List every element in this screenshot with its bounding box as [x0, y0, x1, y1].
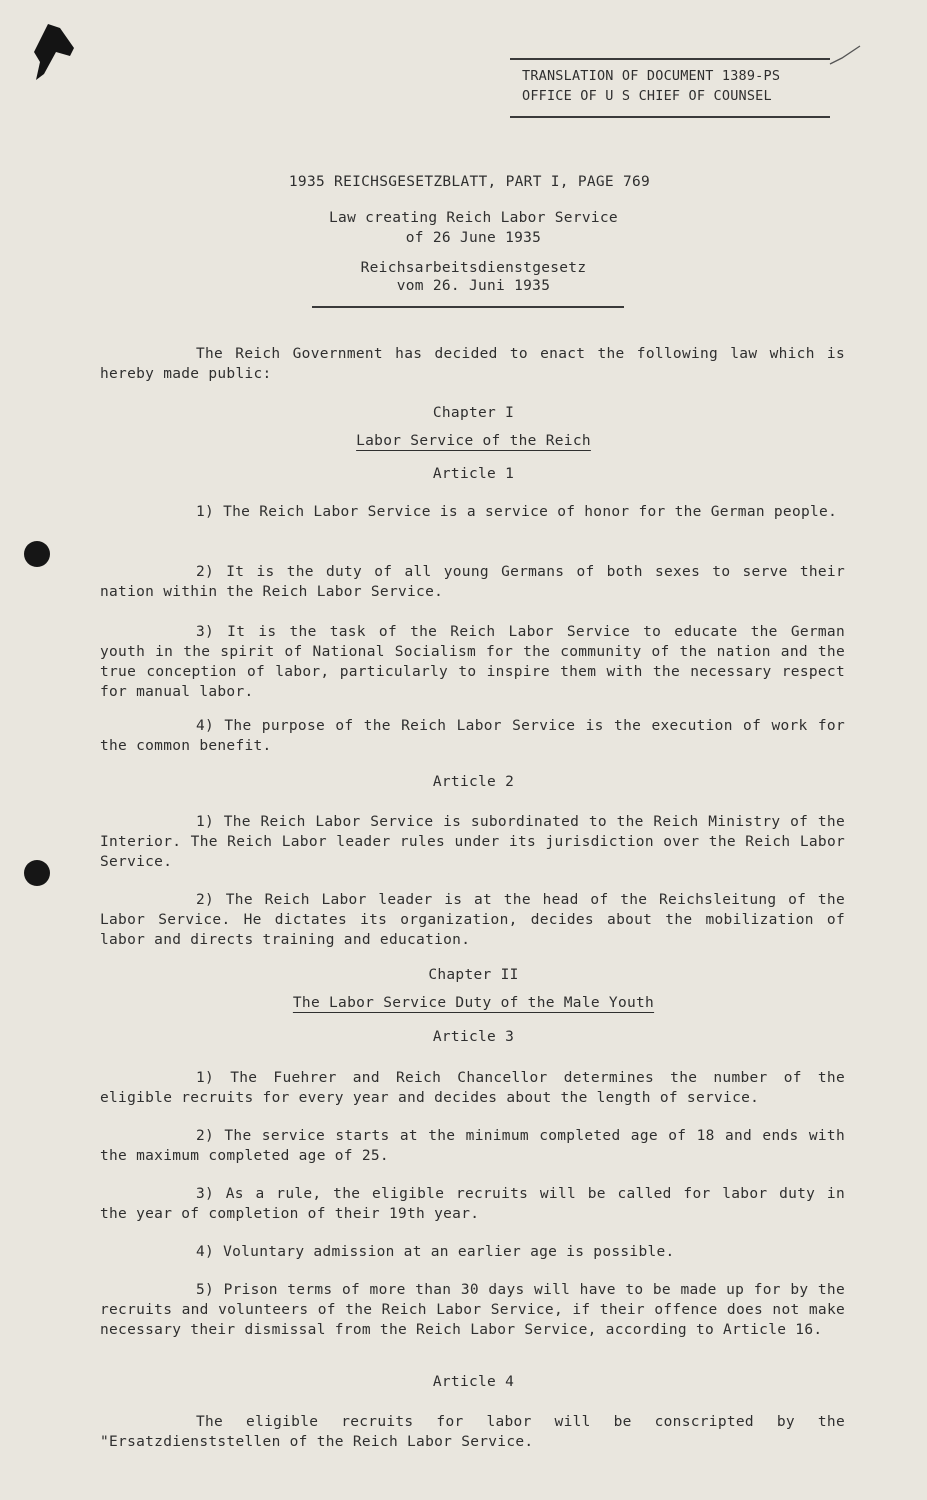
article-3-paragraph-1-text: 1) The Fuehrer and Reich Chancellor determines the number of the eligible recruits for every year and decides about the length of service. [100, 1070, 845, 1106]
title-separator [312, 306, 624, 308]
punch-hole-top [24, 541, 50, 567]
article-1-paragraph-3-text: 3) It is the task of the Reich Labor Service to educate the German youth in the spirit of National Socialism for the community of the nation and the true conception of labor, particularly to inspire them with the necessary respect for manual labor. [100, 624, 845, 700]
header-line-1: TRANSLATION OF DOCUMENT 1389-PS [522, 68, 781, 84]
article-1-paragraph-4-text: 4) The purpose of the Reich Labor Service is the execution of work for the common benefit. [100, 718, 845, 754]
article-1-paragraph-2 [100, 562, 845, 602]
header-line-2: OFFICE OF U S CHIEF OF COUNSEL [522, 88, 772, 104]
article-2-heading: Article 2 [432, 774, 515, 790]
chapter-1-heading: Chapter I [432, 405, 515, 421]
article-3-paragraph-5-text: 5) Prison terms of more than 30 days will have to be made up for by the recruits and volunteers of the Reich Labor Service, if their offence does not make necessary their dismissal from the Reich Labor Service, according to Article 16. [100, 1282, 845, 1338]
article-3-paragraph-3-text: 3) As a rule, the eligible recruits will be called for labor duty in the year of completion of their 19th year. [100, 1186, 845, 1222]
article-3-paragraph-3 [100, 1184, 845, 1224]
law-title-en-1: Law creating Reich Labor Service [329, 210, 618, 226]
check-mark-icon [828, 44, 862, 68]
preamble [100, 344, 845, 384]
law-title-de-1: Reichsarbeitsdienstgesetz [360, 260, 587, 276]
article-3-paragraph-2-text: 2) The service starts at the minimum completed age of 18 and ends with the maximum completed age of 25. [100, 1128, 845, 1164]
article-3-heading: Article 3 [432, 1029, 515, 1045]
chapter-1-title: Labor Service of the Reich [356, 433, 591, 449]
article-1-paragraph-4 [100, 716, 845, 756]
paper-clip-mark [30, 22, 76, 84]
article-2-paragraph-1 [100, 812, 845, 872]
header-top-rule [510, 58, 830, 60]
article-3-paragraph-4 [100, 1242, 845, 1262]
preamble-text: The Reich Government has decided to enact the following law which is hereby made public: [100, 346, 845, 382]
article-3-paragraph-1 [100, 1068, 845, 1108]
article-4-paragraph-1 [100, 1412, 845, 1452]
chapter-2-heading: Chapter II [428, 967, 519, 983]
article-2-paragraph-2 [100, 890, 845, 950]
source-citation: 1935 REICHSGESETZBLATT, PART I, PAGE 769 [288, 174, 651, 190]
article-2-paragraph-2-text: 2) The Reich Labor leader is at the head of the Reichsleitung of the Labor Service. He dictates its organization, decides about the mobilization of labor and directs training and education. [100, 892, 845, 948]
article-1-paragraph-3 [100, 622, 845, 702]
article-1-paragraph-1 [100, 502, 845, 522]
article-1-paragraph-2-text: 2) It is the duty of all young Germans of both sexes to serve their nation within the Reich Labor Service. [100, 564, 845, 600]
law-title-de-2: vom 26. Juni 1935 [396, 278, 551, 294]
article-2-paragraph-1-text: 1) The Reich Labor Service is subordinated to the Reich Ministry of the Interior. The Reich Labor leader rules under its jurisdiction over the Reich Labor Service. [100, 814, 845, 870]
chapter-2-title: The Labor Service Duty of the Male Youth [292, 995, 655, 1011]
article-4-paragraph-1-text: The eligible recruits for labor will be conscripted by the "Ersatzdienststellen of the Reich Labor Service. [100, 1414, 845, 1450]
article-4-heading: Article 4 [432, 1374, 515, 1390]
article-3-paragraph-4-text: 4) Voluntary admission at an earlier age is possible. [196, 1244, 675, 1260]
translation-header [510, 58, 830, 118]
header-bottom-rule [510, 116, 830, 118]
law-title-en-2: of 26 June 1935 [405, 230, 542, 246]
punch-hole-bottom [24, 860, 50, 886]
article-1-paragraph-1-text: 1) The Reich Labor Service is a service of honor for the German people. [196, 504, 838, 520]
article-1-heading: Article 1 [432, 466, 515, 482]
article-3-paragraph-5 [100, 1280, 845, 1340]
article-3-paragraph-2 [100, 1126, 845, 1166]
